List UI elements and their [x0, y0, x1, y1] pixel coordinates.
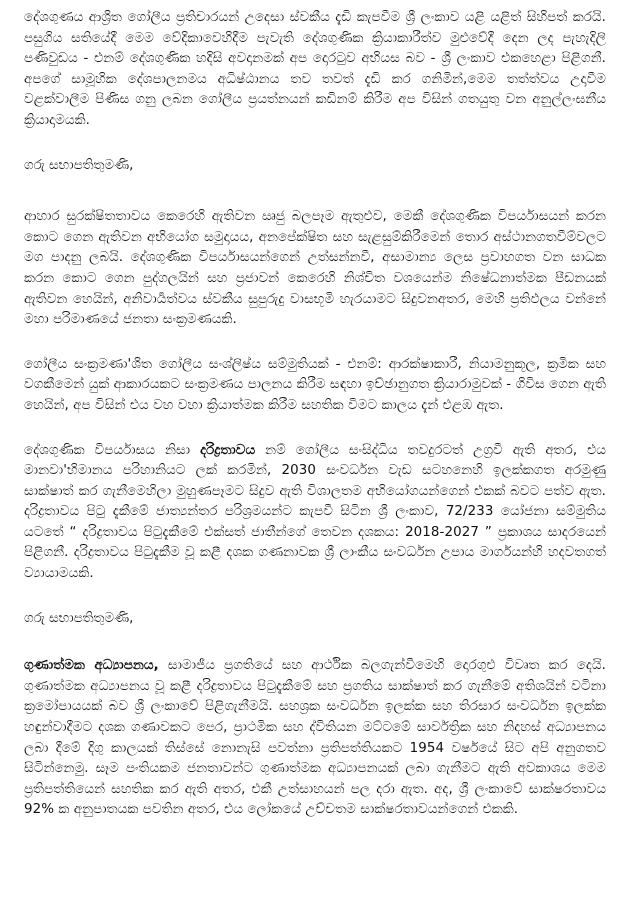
- paragraph-climate-commitment: දේශගුණය ආශ්‍රිත ගෝලීය ප්‍රතිචාරයන් උදෙසා ස්වකීය දැඩි කැපවීම ශ්‍රී ලංකාව යළි යළිත් සිහිපත් කරයි. පසුගිය සතියේදී මෙම වේදිකාවෙහිදීම පැවැති දේශගුණික ක්‍රියාකාරීත්ව මුළුවේදී දෙන ලද පැහැදිලි පණිවුඩය - එනම් දේශගුණික හදිසි අවදානමක් අප දොරටුව අභියස බව - ශ්‍රී ලංකාව එකහෙළා පිළිගනී. අපගේ සාමූහික දේශපාලනමය අධිෂ්ඨානය තව තවත් දැඩි කර ගනිමින්,මෙම තත්ත්වය උදාවීම වළක්වාලීම පිණිස ගනු ලබන ගෝලීය ප්‍රයත්නයන් කඩිනම් කිරීම අප විසින් ගතයුතු වන අනුල්ලංඝනීය ක්‍රියාදාමයකි.: [24, 10, 606, 128]
- salutation-mr-president: ගරු සභාපතිතුමණි,: [24, 157, 134, 173]
- paragraph-quality-education: [24, 656, 606, 821]
- paragraph-global-compact-migration: ගෝලීය සංක්‍රමණා'ශිත ගෝලීය සංශ්ලිෂ්ය සම්මුතියක් - එනම්: ආරක්ෂාකාරී, නියාමනුකූල, ක්‍රමික සහ වගකීමෙන් යුක් ආකාරයකට සංක්‍රමණය පාලනය කිරීම සඳහා ඉච්ඡානුගත ක්‍රියාරාමුවක් - ගිවිස ගෙන ඇති හෙයින්, අප විසින් එය වහ වහා ක්‍රියාත්මක කිරීම සහතික විමට කාලය දැන් එළඹ ඇත.: [24, 356, 606, 413]
- poverty-body-text: නම් ගෝලීය සංසිද්ධිය තවදුරටත් උග්‍රවී ඇති අතර, එය මානවා'භිමානය පරිහානියට ලක් කරමින්, 2030 සංවර්ධන වැඩ සටහනෙහි ඉලක්කගත අරමුණු සාක්ෂාත් කර ගැනීමෙහිලා මුහුණපෑමට සිදුව ඇති විශාලතම අභියෝගයන්ගෙන් එකක් බවට පත්ව ඇත. දරිද්‍රතාවය පිටු දැකීමේ ජාත්‍යන්තර පරිශ්‍රමයන්ට කැපවී සිටින ශ්‍රී ලංකාව, 72/233 යෝජනා සම්මුතිය යටතේ “ දරිද්‍රතාවය පිටුදැකීමේ එක්සත් ජාතීන්ගේ තෙවන දශකය: 2018-2027 ” ප්‍රකාශය සාදරයෙන් පිළිගනී. දරිද්‍රතාවය පිටුදැකීම වූ කළී දශක ගණනාවක ශ්‍රී ලාංකීය සංවර්ධන උපාය මාර්ගයන්හි හදවතගත් ව්‍යායාමයකි.: [24, 442, 606, 582]
- paragraph-food-security-migration: ආහාර සුරක්ෂිතතාවය කෙරෙහි ඇතිවන ඍජු බලපෑම ඇතුළුව, මෙකී දේශගුණික විපර්යාසයන් කරන කොට ගෙන ඇතිවන අභියෝග සමුදායය, අනපේක්ෂිත සහ සැළසුම්කිරීමෙන් තොර අස්ථානගතවීම්වලට මග පාදනු ලබයි. දේශගුණික විපර්යාසයන්ගෙන් උත්සන්නවී, අසාමාන්‍ය ලෙස ප්‍රවාහගත වන සාධක කරන කොට ගෙන පුද්ගලයින් සහ ප්‍රජාවන් කෙරෙහි නිශ්චිත වශයෙන්ම නිෂේධනාත්මක පීඩනයක් ඇතිවන හෙයින්, අනිවාර්‍යත්වය ස්වකීය සුපුරුදු වාසභූමි හැරයාමට සිදුවනඅතර, මෙහි ප්‍රතිඵලය වන්නේ මහා පරිමාණයේ ජනතා සංක්‍රමණයකි.: [24, 209, 606, 328]
- poverty-lead-text: දේශගුණික විපර්යාසය නිසා: [24, 442, 201, 458]
- education-bold-term: ගුණාත්මක අධ්‍යාපනය,: [24, 658, 159, 674]
- poverty-bold-term: දරිද්‍රතාවය: [200, 442, 256, 458]
- salutation-mr-president-2: ගරු සභාපතිතුමණි,: [24, 610, 134, 626]
- education-body-text: සාමාජීය ප්‍රගතියේ සහ ආර්ථික බලගැන්වීමෙහි දොරගුළු විවෘත කර දෙයි. ගුණාත්මක අධ්‍යාපනය වූ කළී දරිද්‍රතාවය පිටුදැකීමේ සහ ප්‍රගතිය සාක්ෂාත් කර ගැනීමේ අතිශයින් වටිනා ක්‍රමෝපායයක් බව ශ්‍රී ලංකාවේ පිළිගැනීමයි. සහශ්‍රක සංවර්ධන ඉලක්ක සහ තිරසාර සංවර්ධන ඉලක්ක හඳුන්වාදීමට දශක ගණාවකට පෙර, ප්‍රාථමික සහ ද්විතියන මට්ටමේ සාර්වත්‍රික සහ නිදහස් අධ්‍යාපනය ලබා දීමේ දිගු කාලයක් තිස්සේ නොනැසි පවත්නා ප්‍රතිපත්තියකට 1954 වර්ෂයේ සිට අපි අනුගතව සිටින්නෙමු. සෑම පංතියකම ජනතාවන්ට ගුණාත්මක අධ්‍යාපනයක් ලබා ගැනීමට ඇති අවකාශය මෙම ප්‍රතිපත්තියෙන් සහතික කර ඇති අතර, එකී උත්සාහයන් පල දරා ඇත. අද, ශ්‍රී ලංකාවේ සාක්ෂරතාවය 92% ක අනුපාතයක පවතින අතර, එය ලෝකයේ උච්චතම සාක්ෂරතාවයන්ගෙන් එකකි.: [24, 658, 607, 818]
- paragraph-poverty: [24, 441, 606, 585]
